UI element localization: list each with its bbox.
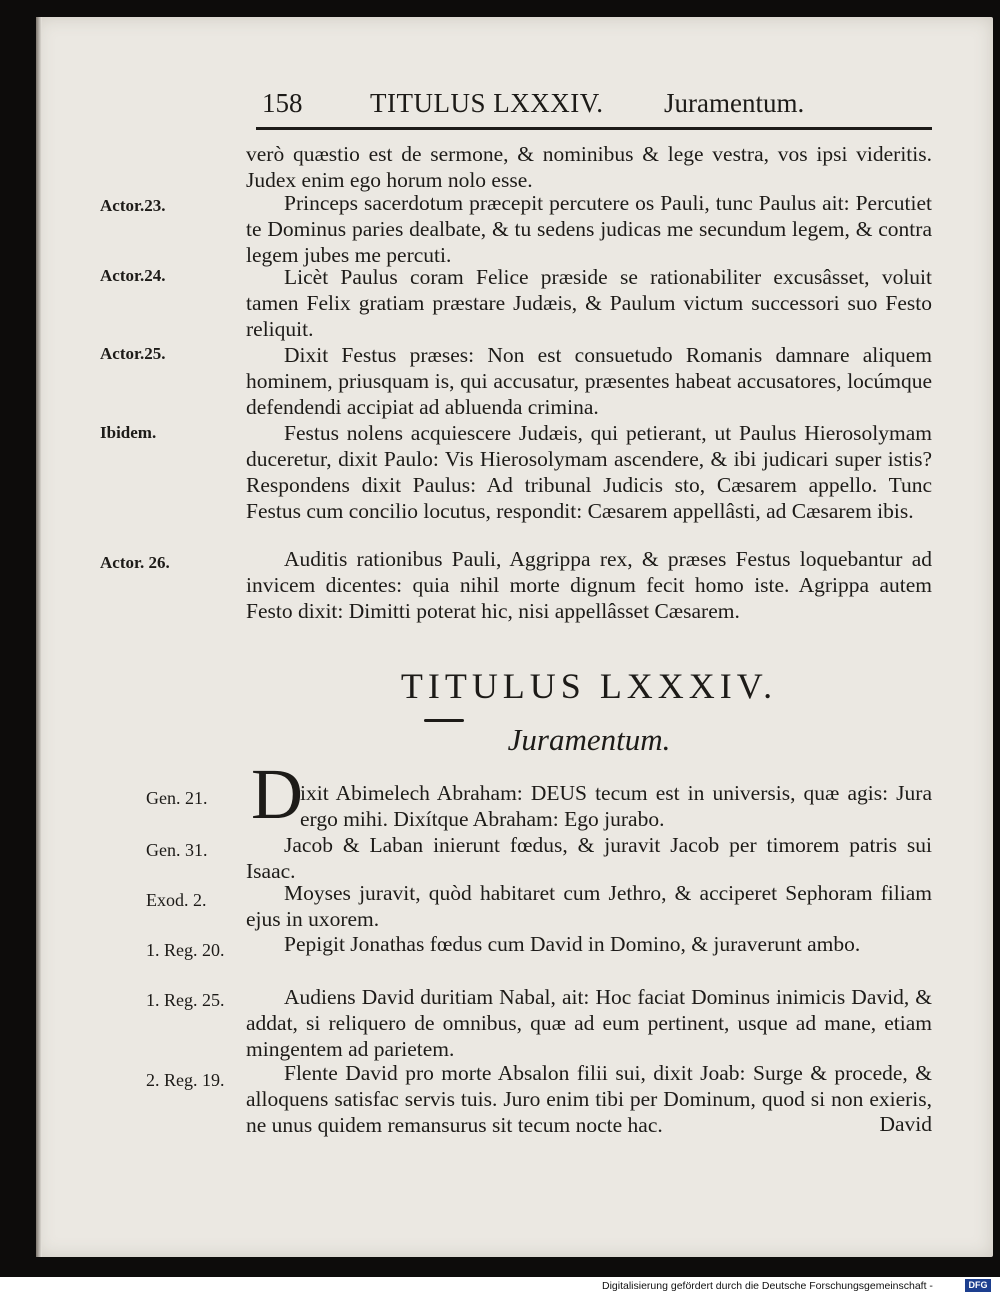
dfg-logo: DFG xyxy=(965,1279,991,1292)
entry-paragraph: Auditis rationibus Pauli, Aggrippa rex, & præses Festus loquebantur ad invicem dicentes: quia nihil morte dignum fecit homo iste. Agrippa autem Festo dixit: Dimitti poterat hic, nisi appellâsset Cæsarem. xyxy=(246,547,932,623)
margin-reference: Actor.23. xyxy=(100,196,166,215)
margin-reference: Ibidem. xyxy=(100,423,157,442)
margin-reference: Exod. 2. xyxy=(146,890,207,910)
entry-paragraph: Licèt Paulus coram Felice præside se rationabiliter excusâsset, voluit tamen Felix gratiam præstare Judæis, & Paulum victum successori suo Festo reliquit. xyxy=(246,265,932,341)
drop-cap: D xyxy=(251,754,303,834)
entry-paragraph: Audiens David duritiam Nabal, ait: Hoc faciat Dominus inimicis David, & addat, si reliquero de omnibus, quæ ad eum pertinent, usque ad mane, etiam mingentem ad parietem. xyxy=(246,985,932,1061)
continuation-paragraph: verò quæstio est de sermone, & nominibus & lege vestra, vos ipsi videritis. Judex enim ego horum nolo esse. xyxy=(246,142,932,192)
section-subtitle: Juramentum. xyxy=(507,722,671,757)
header-rule xyxy=(256,127,932,130)
margin-reference: Gen. 31. xyxy=(146,840,208,860)
margin-reference: 2. Reg. 19. xyxy=(146,1070,225,1090)
entry-paragraph: Jacob & Laban inierunt fœdus, & juravit Jacob per timorem patris sui Isaac. xyxy=(246,833,932,883)
page-binding-shadow xyxy=(36,17,42,1257)
margin-reference: Actor. 26. xyxy=(100,553,170,572)
entry-paragraph: Dixit Festus præses: Non est consuetudo Romanis damnare aliquem hominem, priusquam is, qui accusatur, præsentes habeat accusatores, locúmque defendendi accipiat ad abluenda crimina. xyxy=(246,343,932,419)
section-title: TITULUS LXXXIV. xyxy=(400,666,778,706)
entry-paragraph: Festus nolens acquiescere Judæis, qui petierant, ut Paulus Hierosolymam duceretur, dixit Paulo: Vis Hierosolymam ascendere, & ibi judicari super istis? Respondens dixit Paulus: Ad tribunal Judicis sto, Cæsarem appello. Tunc Festus cum concilio locutus, respondit: Cæsarem appellâsti, ad Cæsarem ibis. xyxy=(246,421,932,523)
entry-paragraph: Princeps sacerdotum præcepit percutere os Pauli, tunc Paulus ait: Percutiet te Dominus paries dealbate, & tu sedens judicas me secundum legem, & contra legem jubes me percuti. xyxy=(246,191,932,267)
running-title: TITULUS LXXXIV. xyxy=(370,88,604,118)
page-number: 158 xyxy=(262,88,303,118)
entry-paragraph: Moyses juravit, quòd habitaret cum Jethro, & acciperet Sephoram filiam ejus in uxorem. xyxy=(246,881,932,931)
catchword: David xyxy=(879,1112,932,1136)
margin-reference: Actor.24. xyxy=(100,266,166,285)
entry-paragraph: ixit Abimelech Abraham: DEUS tecum est in universis, quæ agis: Jura ergo mihi. Dixítque Abraham: Ego jurabo. xyxy=(300,781,932,831)
margin-reference: 1. Reg. 25. xyxy=(146,990,225,1010)
running-subject: Juramentum. xyxy=(664,88,805,118)
entry-paragraph: Pepigit Jonathas fœdus cum David in Domino, & juraverunt ambo. xyxy=(284,932,861,956)
margin-reference: Actor.25. xyxy=(100,344,166,363)
margin-reference: Gen. 21. xyxy=(146,788,208,808)
entry-paragraph: Flente David pro morte Absalon filii sui, dixit Joab: Surge & procede, & alloquens satisfac servis tuis. Juro enim tibi per Dominum, quod si non exieris, ne unus quidem remansurus sit tecum nocte hac. xyxy=(246,1061,932,1137)
margin-reference: 1. Reg. 20. xyxy=(146,940,225,960)
footer-credit: Digitalisierung gefördert durch die Deutsche Forschungsgemeinschaft - xyxy=(602,1280,933,1292)
